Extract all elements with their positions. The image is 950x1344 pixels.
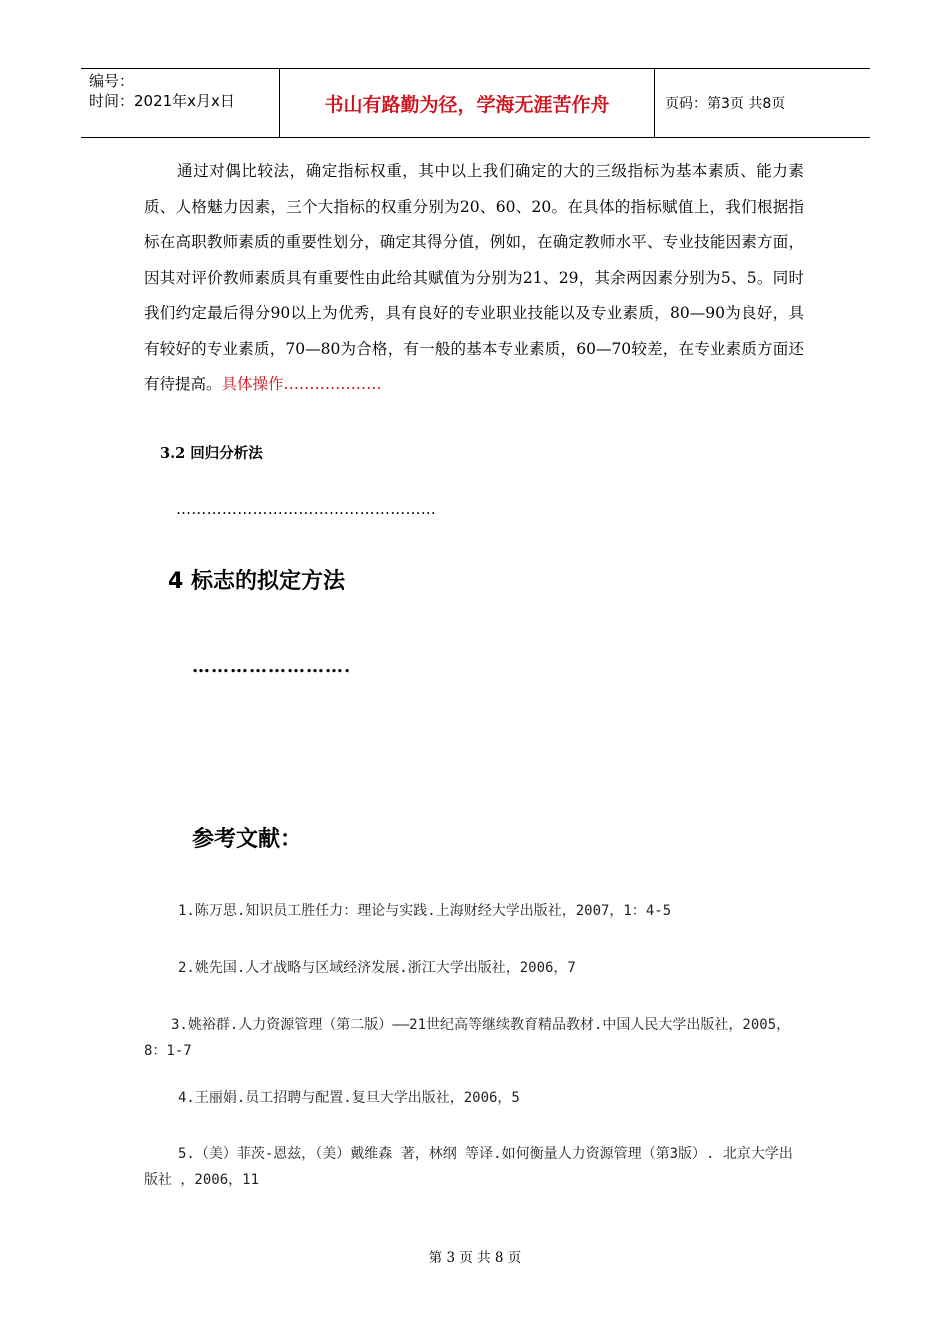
header-time-label: 时间：2021年x月x日: [89, 92, 235, 110]
header-page-info: 页码：第3页 共8页: [665, 96, 786, 112]
ellipsis-line-2: …………………….: [192, 656, 352, 677]
section-heading-3-2: 3.2 回归分析法: [160, 445, 263, 462]
page-header: [81, 68, 870, 138]
paragraph-main: 通过对偶比较法，确定指标权重，其中以上我们确定的大的三级指标为基本素质、能力素质、人格魅力因素，三个大指标的权重分别为20、60、20。在具体的指标赋值上，我们根据指标在高职教师素质的重要性划分，确定其得分值，例如，在确定教师水平、专业技能因素方面，因其对评价教师素质具有重要性由此给其赋值为分别为21、29，其余两因素分别为5、5。同时我们约定最后得分90以上为优秀，具有良好的专业职业技能以及专业素质，80—90为良好，具有较好的专业素质，70—80为合格，有一般的基本专业素质，60—70较差，在专业素质方面还有待提高。: [144, 162, 804, 393]
header-motto: 书山有路勤为径，学海无涯苦作舟: [280, 69, 655, 137]
header-number-label: 编号：: [89, 72, 135, 90]
reference-item: 1.陈万思.知识员工胜任力：理论与实践.上海财经大学出版社，2007，1：4-5: [178, 903, 672, 919]
paragraph-red-tail: 具体操作……………….: [221, 375, 382, 393]
section-heading-4: 4 标志的拟定方法: [168, 569, 345, 594]
header-meta: [81, 69, 280, 137]
reference-item: 4.王丽娟.员工招聘与配置.复旦大学出版社，2006，5: [178, 1090, 520, 1106]
references-title: 参考文献：: [192, 827, 303, 852]
reference-item: 3.姚裕群.人力资源管理（第二版）——21世纪高等继续教育精品教材.中国人民大学出版社，2005，8：1-7: [144, 1017, 791, 1059]
reference-item: 5.（美）菲茨-恩兹，（美）戴维森 著，林纲 等译.如何衡量人力资源管理（第3版）. 北京大学出版社 ，2006，11: [144, 1146, 793, 1188]
page-footer: 第 3 页 共 8 页: [428, 1250, 522, 1266]
ellipsis-line-1: ……………………………………………: [176, 500, 437, 518]
reference-item: 2.姚先国.人才战略与区域经济发展.浙江大学出版社，2006，7: [178, 960, 576, 976]
body-paragraph: [144, 154, 804, 403]
